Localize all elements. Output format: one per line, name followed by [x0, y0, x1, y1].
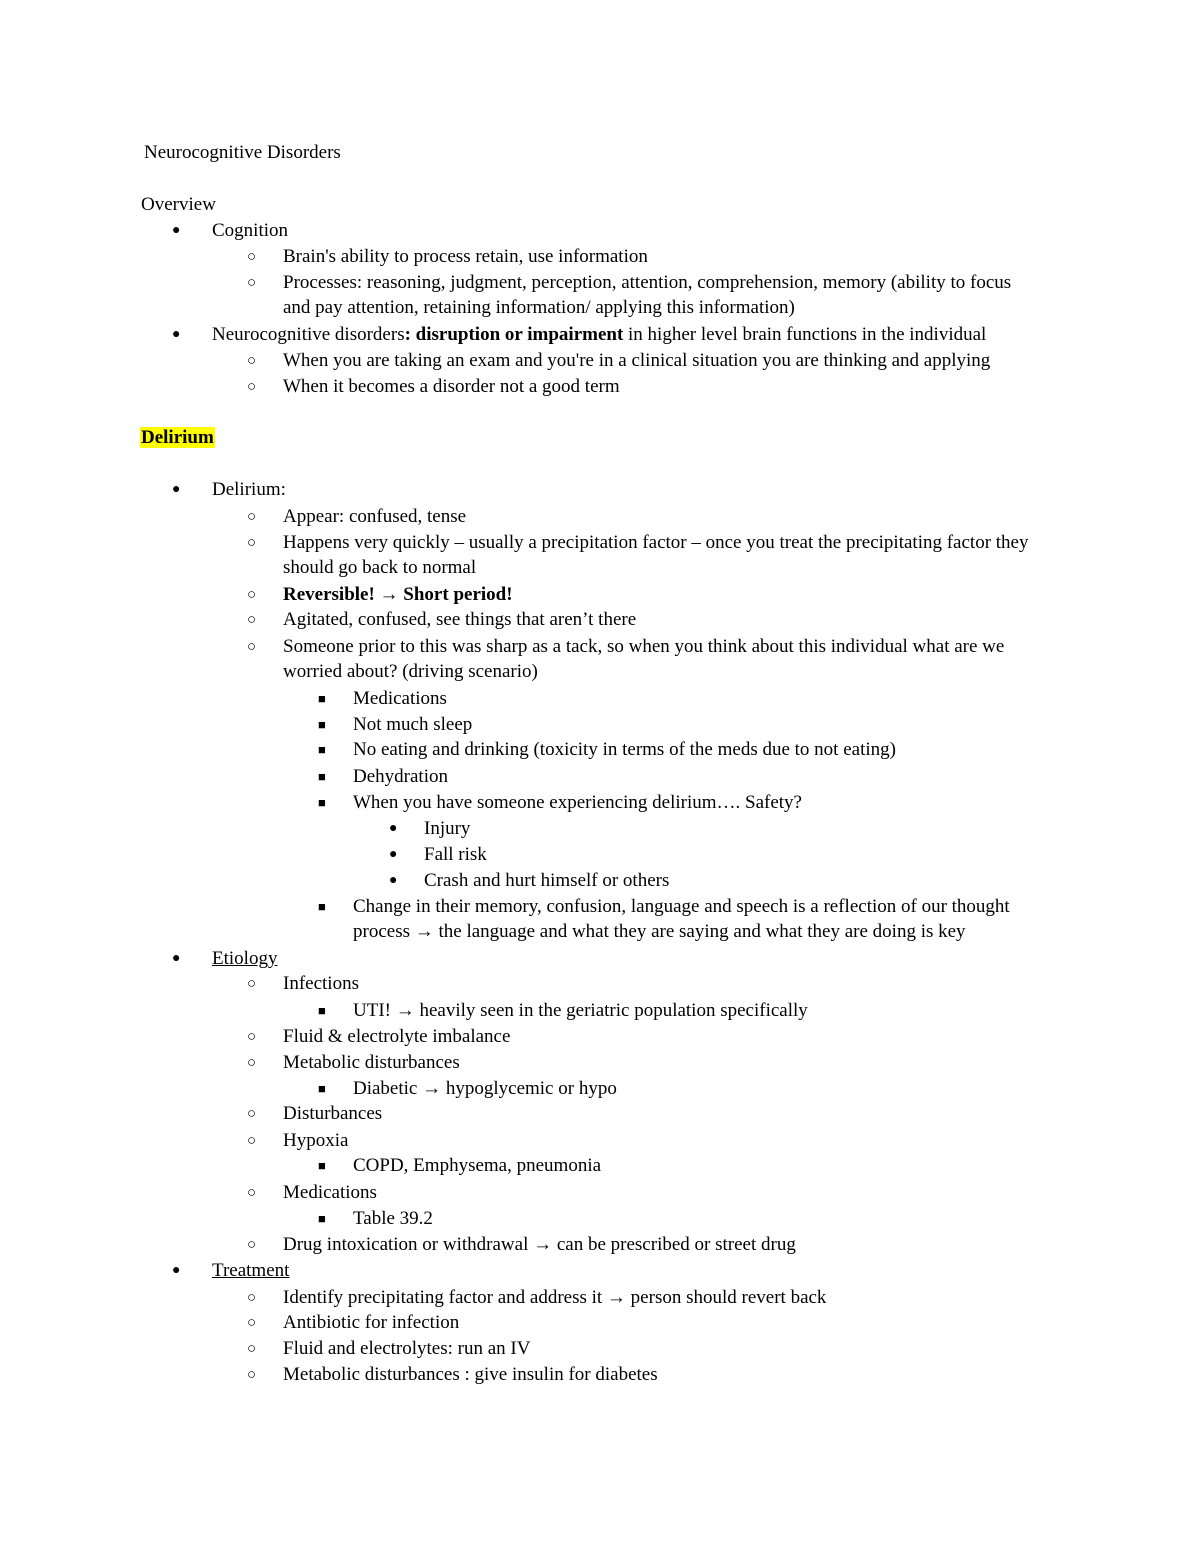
list-item-text: Fluid & electrolyte imbalance	[283, 1026, 511, 1047]
square-bullet-icon: ■	[318, 795, 326, 810]
disc-bullet-icon: ●	[172, 223, 181, 238]
list-item-text: When you have someone experiencing delirium…. Safety?	[353, 792, 802, 813]
square-bullet-icon: ■	[318, 691, 326, 706]
list-item-text: When you are taking an exam and you're in a clinical situation you are thinking and applying	[283, 350, 991, 371]
list-item-text-bold: Reversible! → Short period!	[283, 584, 513, 605]
list-item-text: Crash and hurt himself or others	[424, 870, 670, 891]
circle-bullet-icon: ○	[247, 509, 257, 525]
highlighted-heading: Delirium	[141, 427, 214, 448]
list-item-text: Brain's ability to process retain, use information	[283, 246, 648, 267]
list-item-text: Happens very quickly – usually a precipitation factor – once you treat the precipitating factor they	[283, 532, 1029, 553]
disc-bullet-icon: ●	[172, 951, 181, 966]
disc-bullet-icon: ●	[389, 821, 398, 836]
circle-bullet-icon: ○	[247, 976, 257, 992]
square-bullet-icon: ■	[318, 769, 326, 784]
square-bullet-icon: ■	[318, 1211, 326, 1226]
circle-bullet-icon: ○	[247, 587, 257, 603]
circle-bullet-icon: ○	[247, 249, 257, 265]
circle-bullet-icon: ○	[247, 275, 257, 291]
list-item-text: Table 39.2	[353, 1208, 433, 1229]
list-item-text: Hypoxia	[283, 1130, 349, 1151]
list-item-text: Appear: confused, tense	[283, 506, 467, 527]
overview-heading: Overview	[141, 194, 216, 215]
list-item-text: Infections	[283, 973, 359, 994]
circle-bullet-icon: ○	[247, 1055, 257, 1071]
circle-bullet-icon: ○	[247, 1290, 257, 1306]
disc-bullet-icon: ●	[389, 847, 398, 862]
list-item-text: Antibiotic for infection	[283, 1312, 460, 1333]
circle-bullet-icon: ○	[247, 639, 257, 655]
circle-bullet-icon: ○	[247, 1367, 257, 1383]
disc-bullet-icon: ●	[172, 1263, 181, 1278]
list-item-text: UTI! → heavily seen in the geriatric population specifically	[353, 1000, 808, 1021]
list-item-text: Neurocognitive disorders	[212, 324, 405, 345]
list-item-text: Injury	[424, 818, 471, 839]
list-item-text: Fall risk	[424, 844, 487, 865]
disc-bullet-icon: ●	[389, 873, 398, 888]
list-item-text: Identify precipitating factor and address it → person should revert back	[283, 1287, 827, 1308]
circle-bullet-icon: ○	[247, 1029, 257, 1045]
circle-bullet-icon: ○	[247, 1237, 257, 1253]
list-item-text: Medications	[353, 688, 447, 709]
circle-bullet-icon: ○	[247, 1133, 257, 1149]
circle-bullet-icon: ○	[247, 1185, 257, 1201]
circle-bullet-icon: ○	[247, 353, 257, 369]
section-heading-delirium	[140, 425, 215, 451]
circle-bullet-icon: ○	[247, 535, 257, 551]
emphasis-text: : disruption or impairment	[404, 324, 624, 345]
list-item-text: Not much sleep	[353, 714, 473, 735]
list-item-text: No eating and drinking (toxicity in terms of the meds due to not eating)	[353, 739, 896, 760]
document-title: Neurocognitive Disorders	[144, 142, 341, 163]
square-bullet-icon: ■	[318, 1158, 326, 1173]
list-item-text: Disturbances	[283, 1103, 383, 1124]
list-item-text: in higher level brain functions in the individual	[623, 324, 987, 345]
list-item-text: Dehydration	[353, 766, 448, 787]
list-item-cognition: Cognition	[212, 220, 289, 241]
list-item-text-continued: process → the language and what they are saying and what they are doing is key	[353, 921, 966, 942]
list-item-text: Fluid and electrolytes: run an IV	[283, 1338, 531, 1359]
list-item-text: Metabolic disturbances	[283, 1052, 460, 1073]
list-item-delirium: Delirium:	[212, 479, 286, 500]
circle-bullet-icon: ○	[247, 1106, 257, 1122]
list-item-text: Drug intoxication or withdrawal → can be prescribed or street drug	[283, 1234, 796, 1255]
list-item-text: When it becomes a disorder not a good term	[283, 376, 620, 397]
section-heading-etiology: Etiology	[212, 948, 278, 969]
list-item-text-continued: should go back to normal	[283, 557, 477, 578]
square-bullet-icon: ■	[318, 1003, 326, 1018]
circle-bullet-icon: ○	[247, 1341, 257, 1357]
list-item-text: Agitated, confused, see things that aren’t there	[283, 609, 637, 630]
list-item-text: Medications	[283, 1182, 377, 1203]
square-bullet-icon: ■	[318, 742, 326, 757]
section-heading-treatment: Treatment	[212, 1260, 290, 1281]
list-item-text: Change in their memory, confusion, language and speech is a reflection of our thought	[353, 896, 1010, 917]
list-item-text-continued: and pay attention, retaining information/ applying this information)	[283, 297, 795, 318]
list-item-text: Metabolic disturbances : give insulin for diabetes	[283, 1364, 658, 1385]
square-bullet-icon: ■	[318, 717, 326, 732]
list-item-neurocognitive-disorders	[212, 322, 986, 348]
circle-bullet-icon: ○	[247, 612, 257, 628]
circle-bullet-icon: ○	[247, 379, 257, 395]
list-item-text: Someone prior to this was sharp as a tack, so when you think about this individual what are we	[283, 636, 1005, 657]
list-item-text: Processes: reasoning, judgment, perception, attention, comprehension, memory (ability to focus	[283, 272, 1012, 293]
list-item-text-continued: worried about? (driving scenario)	[283, 661, 538, 682]
circle-bullet-icon: ○	[247, 1315, 257, 1331]
list-item-text: Diabetic → hypoglycemic or hypo	[353, 1078, 617, 1099]
list-item-text: COPD, Emphysema, pneumonia	[353, 1155, 602, 1176]
square-bullet-icon: ■	[318, 1081, 326, 1096]
disc-bullet-icon: ●	[172, 327, 181, 342]
square-bullet-icon: ■	[318, 899, 326, 914]
disc-bullet-icon: ●	[172, 482, 181, 497]
